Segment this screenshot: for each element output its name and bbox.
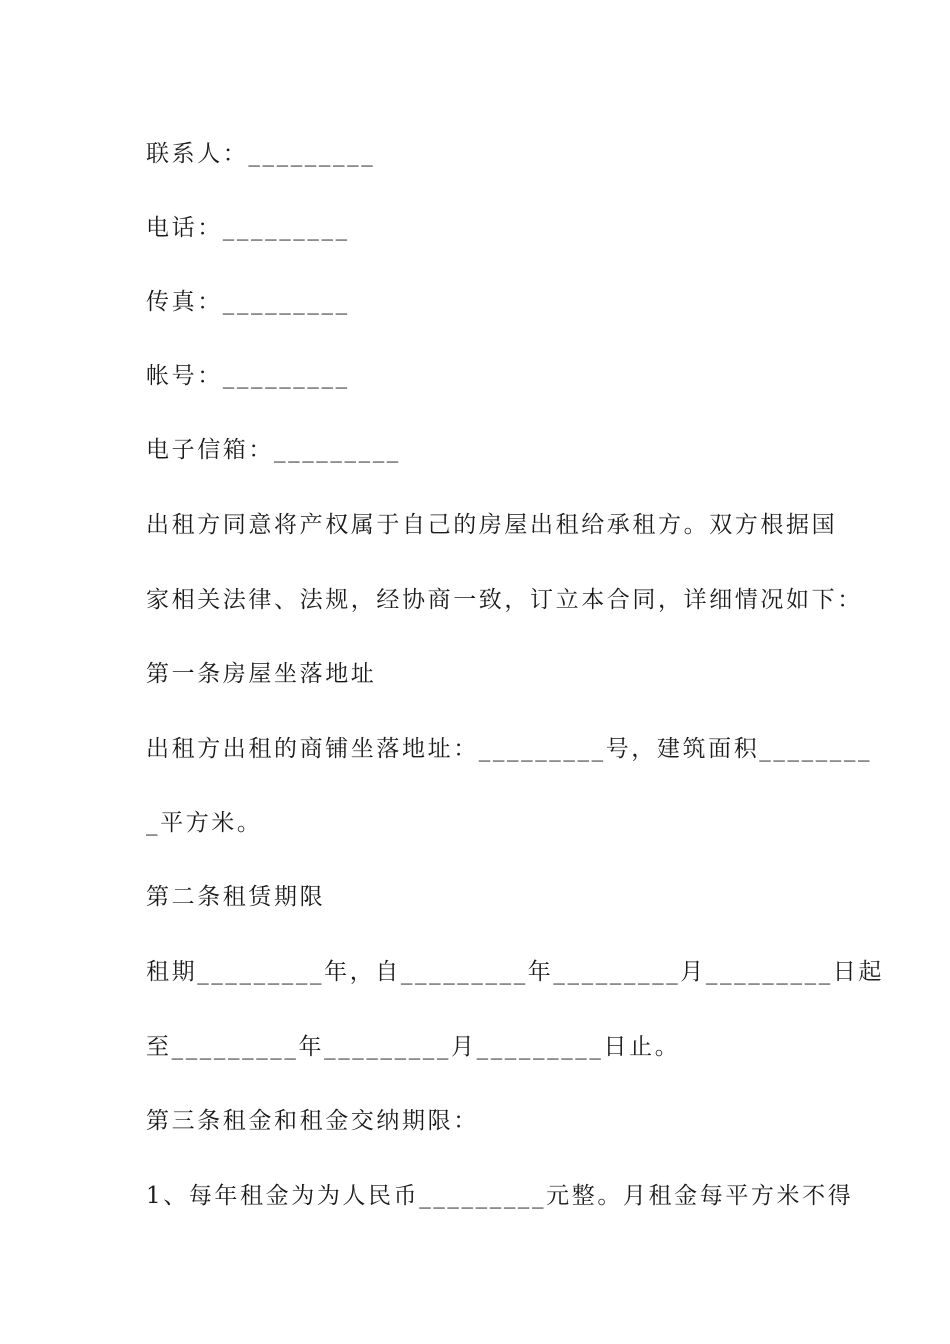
article-3-item-1: 1、每年租金为为人民币_________元整。月租金每平方米不得: [146, 1183, 854, 1209]
article-1-heading: 第一条房屋坐落地址: [146, 661, 377, 687]
article-2-text-line-1: 租期_________年，自_________年_________月_________日起: [146, 959, 884, 985]
article-2-text-line-2: 至_________年_________月_________日止。: [146, 1034, 681, 1060]
article-3-heading: 第三条租金和租金交纳期限：: [146, 1108, 479, 1134]
phone-line: 电话：_________: [146, 215, 350, 241]
account-line: 帐号：_________: [146, 363, 350, 389]
article-2-heading: 第二条租赁期限: [146, 884, 326, 910]
fax-line: 传真：_________: [146, 289, 350, 315]
email-line: 电子信箱：_________: [146, 437, 401, 463]
intro-paragraph-line-2: 家相关法律、法规，经协商一致，订立本合同，详细情况如下：: [146, 587, 863, 613]
intro-paragraph-line-1: 出租方同意将产权属于自己的房屋出租给承租方。双方根据国: [146, 512, 838, 538]
contact-person-line: 联系人：_________: [146, 141, 376, 167]
article-1-text-line-1: 出租方出租的商铺坐落地址：_________号，建筑面积________: [146, 736, 873, 762]
article-1-text-line-2: _平方米。: [146, 810, 263, 836]
